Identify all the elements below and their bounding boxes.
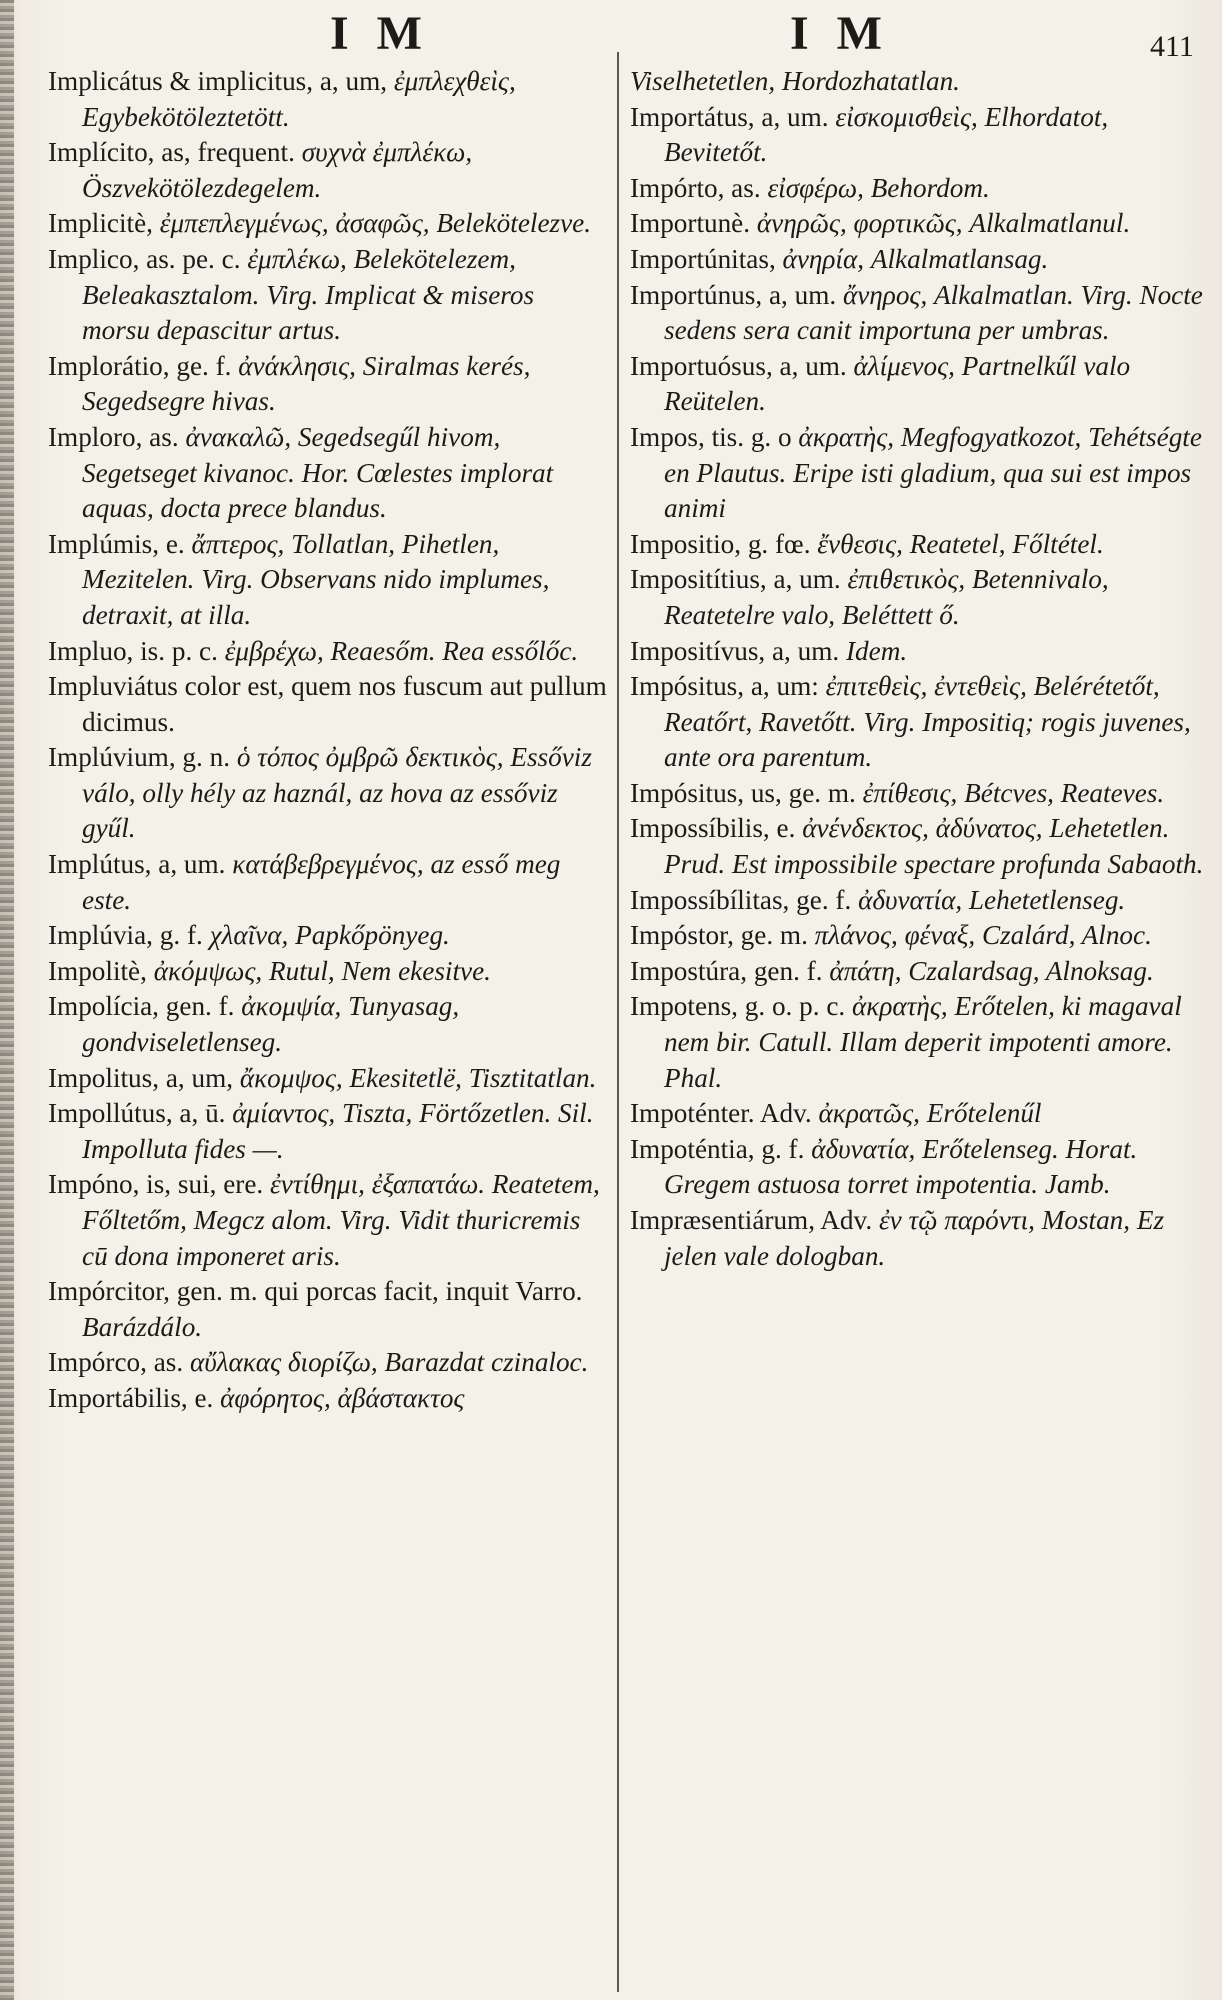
dictionary-entry [48, 954, 608, 990]
dictionary-entry [630, 562, 1210, 633]
column-divider [617, 52, 619, 1992]
entry-headword: Importábilis, e. [48, 1382, 214, 1413]
dictionary-entry [48, 1345, 608, 1381]
entry-definition: ἀνένδεκτος, ἀδύνατος, Lehetetlen. Prud. Est impossibile spectare profunda Sabaoth. [664, 813, 1204, 880]
entry-definition: ἐπιθετικὸς, Betennivalo, Reatetelre valo, Beléttett ő. [664, 564, 1109, 630]
entry-definition: ἀκομψία, Tunyasag, gondviseletlenseg. [82, 991, 460, 1058]
dictionary-entry [48, 634, 608, 670]
dictionary-entry [48, 989, 608, 1060]
dictionary-entry [630, 883, 1210, 919]
entry-headword: Implúmis, e. [48, 528, 185, 559]
entry-definition: ἐμπλέκω, Belekötelezem, Beleakasztalom. Virg. Implicat & miseros morsu depascitur artus. [82, 243, 535, 346]
entry-headword: Implicátus & implicitus, a, um, [48, 66, 388, 96]
entry-definition: αὔλακας διορίζω, Barazdat czinaloc. [183, 1347, 589, 1378]
entry-definition: κατάβεβρεγμένος, az esső meg este. [82, 849, 561, 915]
entry-headword: Implútus, a, um. [48, 849, 226, 880]
page-number: 411 [1150, 30, 1194, 63]
dictionary-entry [48, 206, 608, 242]
entry-definition: ἐπιτεθεὶς, ἐντεθεὶς, Belérétetőt, Reatőrt, Ravetőtt. Virg. Impositiq; rogis juvenes, ante ora parentum. [664, 671, 1191, 773]
dictionary-entry [48, 420, 608, 527]
dictionary-entry [630, 776, 1210, 812]
dictionary-entry [630, 954, 1210, 990]
book-binding-edge [0, 0, 14, 2000]
dictionary-entry [630, 989, 1210, 1096]
entry-definition: ἀνηρία, Alkalmatlansag. [775, 243, 1049, 274]
entry-definition: Idem. [839, 635, 908, 666]
entry-headword: Importúnus, a, um. [630, 279, 837, 310]
dictionary-entry [630, 1203, 1210, 1274]
entry-definition: Viselhetetlen, Hordozhatatlan. [630, 66, 960, 96]
entry-headword: Implico, as. pe. c. [48, 243, 241, 274]
running-head-left: I M [330, 7, 430, 60]
dictionary-entry [630, 811, 1210, 882]
entry-headword: Impórcitor, gen. m. qui porcas facit, inquit Varro. [48, 1276, 583, 1307]
dictionary-entry [48, 1061, 608, 1097]
dictionary-entry [48, 349, 608, 420]
entry-headword: Importúnitas, [630, 243, 776, 274]
entry-headword: Impórto, as. [630, 172, 761, 203]
entry-headword: Impórco, as. [48, 1347, 184, 1378]
entry-headword: Impollútus, a, ū. [48, 1098, 226, 1129]
page-header [0, 6, 1222, 63]
entry-definition: ἐμπεπλεγμένως, ἀσαφῶς, Belekötelezve. [152, 208, 592, 239]
entry-definition: ὁ τόπος ὀμβρῶ δεκτικὸς, Essőviz válo, olly hély az haznál, az hova az essőviz gyűl. [82, 742, 592, 844]
entry-headword: Impóstor, ge. m. [630, 920, 808, 951]
dictionary-entry [630, 1132, 1210, 1203]
entry-headword: Impluo, is. p. c. [48, 635, 218, 666]
entry-definition: ἀπάτη, Czalardsag, Alnoksag. [822, 955, 1154, 986]
dictionary-entry [48, 242, 608, 349]
entry-definition: ἐπίθεσις, Bétcves, Reateves. [855, 777, 1165, 808]
entry-definition: ἀδυνατία, Lehetetlenseg. [851, 884, 1126, 915]
entry-headword: Impossíbílitas, ge. f. [630, 884, 852, 915]
entry-definition: πλάνος, φέναξ, Czalárd, Alnoc. [807, 920, 1152, 951]
entry-headword: Implorátio, ge. f. [48, 350, 232, 381]
dictionary-entry [630, 100, 1210, 171]
entry-headword: Impolícia, gen. f. [48, 991, 235, 1022]
entry-definition: Barázdálo. [82, 1311, 203, 1342]
entry-headword: Impostúra, gen. f. [630, 955, 823, 986]
entry-headword: Implúvium, g. n. [48, 742, 231, 773]
entry-definition: ἄπτερος, Tollatlan, Pihetlen, Mezitelen. Virg. Observans nido implumes, detraxit, at illa. [82, 528, 550, 630]
entry-definition: χλαῖνα, Papkőpönyeg. [202, 920, 450, 951]
dictionary-entry [630, 206, 1210, 242]
entry-headword: Implícito, as, frequent. [48, 137, 295, 168]
entry-definition: εἰσκομισθεὶς, Elhordatot, Bevitetőt. [664, 101, 1109, 168]
dictionary-entry [630, 278, 1210, 349]
entry-headword: Impluviátus color est, quem nos fuscum aut pullum dicimus. [48, 671, 607, 737]
dictionary-entry [630, 527, 1210, 563]
entry-definition: ἀδυνατία, Erőtelenseg. Horat. Gregem astuosa torret impotentia. Jamb. [664, 1133, 1138, 1200]
entry-definition: συχνὰ ἐμπλέκω, Öszvekötölezdegelem. [82, 137, 473, 203]
dictionary-entry [630, 171, 1210, 207]
dictionary-entry [48, 1274, 608, 1345]
entry-definition: ἐντίθημι, ἐξαπατάω. Reatetem, Főltetőm, Megcz alom. Virg. Vidit thuricremis cū dona imponeret aris. [82, 1169, 600, 1271]
entry-definition: ἀλίμενος, Partnelkűl valo Reütelen. [664, 350, 1131, 417]
entry-definition: ἀνακαλῶ, Segedsegűl hivom, Segetseget kivanoc. Hor. Cœlestes implorat aquas, docta prece blandus. [82, 421, 554, 524]
entry-headword: Imploro, as. [48, 421, 179, 452]
entry-headword: Impositio, g. fœ. [630, 528, 811, 559]
dictionary-entry [48, 1096, 608, 1167]
entry-headword: Importuósus, a, um. [630, 350, 847, 381]
dictionary-entry [630, 349, 1210, 420]
dictionary-entry [630, 669, 1210, 776]
entry-headword: Importunè. [630, 208, 751, 239]
dictionary-entry [630, 242, 1210, 278]
entry-definition: ἀκόμψως, Rutul, Nem ekesitve. [146, 955, 491, 986]
entry-headword: Impos, tis. g. o [630, 421, 792, 452]
dictionary-entry [48, 527, 608, 634]
entry-definition: εἰσφέρω, Behordom. [760, 172, 990, 203]
dictionary-entry [48, 740, 608, 847]
entry-headword: Impotens, g. o. p. c. [630, 991, 846, 1022]
entry-definition: ἔνθεσις, Reatetel, Főltétel. [810, 528, 1104, 559]
dictionary-entry [630, 918, 1210, 954]
entry-headword: Impósitus, us, ge. m. [630, 777, 856, 808]
entry-definition: ἀνάκλησις, Siralmas kerés, Segedsegre hivas. [82, 350, 531, 417]
dictionary-entry [48, 135, 608, 206]
dictionary-entry [48, 1167, 608, 1274]
dictionary-entry [48, 847, 608, 918]
dictionary-entry [48, 64, 608, 135]
entry-definition: ἀκρατὴς, Megfogyatkozot, Tehétségte en Plautus. Eripe isti gladium, qua sui est impos animi [664, 421, 1202, 524]
dictionary-entry [48, 1381, 608, 1417]
entry-headword: Importátus, a, um. [630, 101, 829, 132]
dictionary-entry [48, 918, 608, 954]
entry-headword: Impósitus, a, um: [630, 671, 819, 702]
entry-definition: ἐν τῷ παρόντι, Mostan, Ez jelen vale dologban. [664, 1205, 1165, 1271]
entry-headword: Implicitè, [48, 208, 153, 239]
entry-headword: Impositítius, a, um. [630, 564, 841, 595]
entry-headword: Implúvia, g. f. [48, 920, 203, 951]
right-column [630, 64, 1210, 1274]
entry-definition: ἀφόρητος, ἀβάστακτος [213, 1382, 465, 1413]
dictionary-entry [630, 1096, 1210, 1132]
entry-definition: ἀνηρῶς, φορτικῶς, Alkalmatlanul. [750, 208, 1131, 239]
entry-definition: ἐμπλεχθεὶς, Egybekötöleztetött. [82, 66, 516, 132]
entry-headword: Impolitè, [48, 955, 147, 986]
dictionary-entry [630, 64, 1210, 100]
running-head-right: I M [790, 7, 890, 60]
entry-headword: Impositívus, a, um. [630, 635, 840, 666]
entry-definition: ἀκρατὴς, Erőtelen, ki magaval nem bir. Catull. Illam deperit impotenti amore. Phal. [664, 991, 1182, 1093]
entry-headword: Impoténter. Adv. [630, 1098, 812, 1129]
left-column [48, 64, 608, 1417]
entry-headword: Impóno, is, sui, ere. [48, 1169, 264, 1200]
dictionary-entry [630, 420, 1210, 527]
entry-headword: Impolitus, a, um, [48, 1062, 234, 1093]
dictionary-entry [48, 669, 608, 740]
entry-headword: Impossíbilis, e. [630, 813, 796, 844]
entry-definition: ἀμίαντος, Tiszta, Förtőzetlen. Sil. Impolluta fides —. [82, 1098, 594, 1164]
entry-definition: ἐμβρέχω, Reaesőm. Rea essőlőc. [217, 635, 579, 666]
entry-headword: Impoténtia, g. f. [630, 1133, 805, 1164]
entry-definition: ἀκρατῶς, Erőtelenűl [811, 1098, 1042, 1129]
entry-definition: ἄκομψος, Ekesitetlë, Tisztitatlan. [233, 1062, 597, 1093]
dictionary-entry [630, 634, 1210, 670]
entry-definition: ἄνηρος, Alkalmatlan. Virg. Nocte sedens sera canit importuna per umbras. [664, 279, 1203, 346]
entry-headword: Impræsentiárum, Adv. [630, 1205, 873, 1235]
